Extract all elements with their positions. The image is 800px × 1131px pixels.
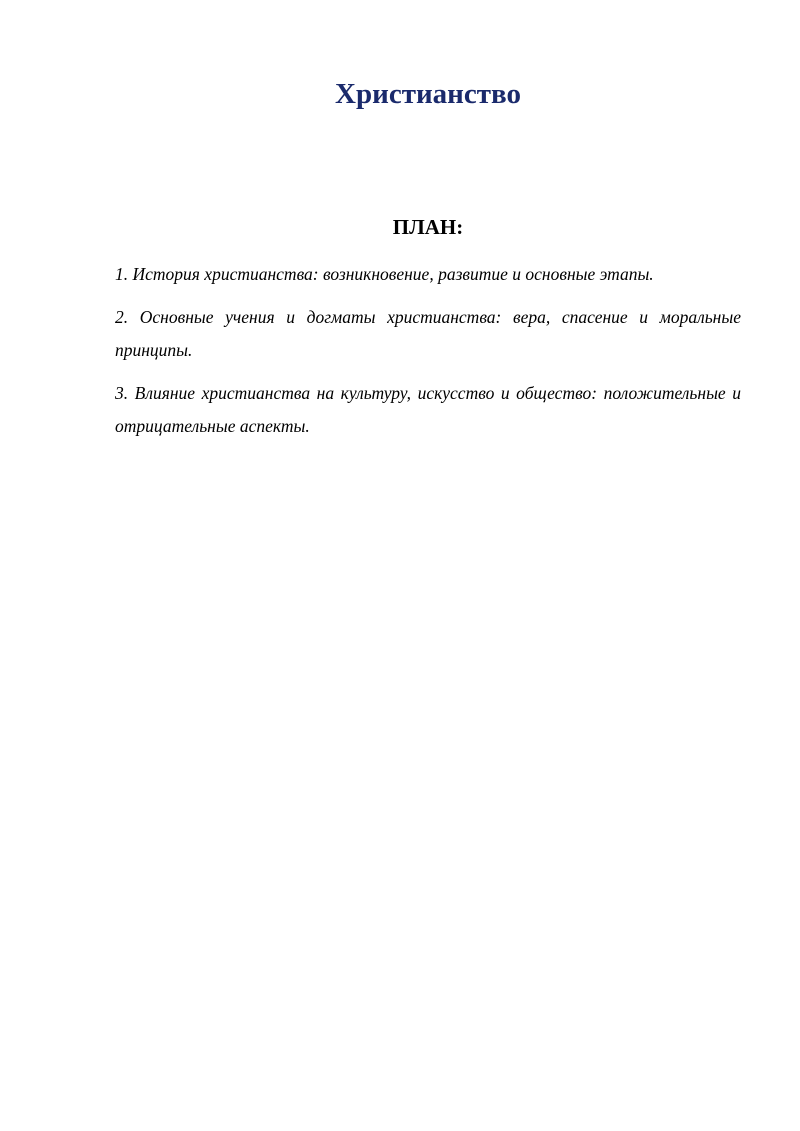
plan-item: 3. Влияние христианства на культуру, искусство и общество: положительные и отрицательные аспекты.	[115, 383, 741, 436]
plan-list	[115, 258, 741, 453]
plan-heading: ПЛАН:	[392, 215, 464, 239]
document-title: Христианство	[335, 78, 521, 110]
plan-item: 1. История христианства: возникновение, развитие и основные этапы.	[115, 264, 654, 284]
plan-item: 2. Основные учения и догматы христианства: вера, спасение и моральные принципы.	[115, 307, 741, 360]
